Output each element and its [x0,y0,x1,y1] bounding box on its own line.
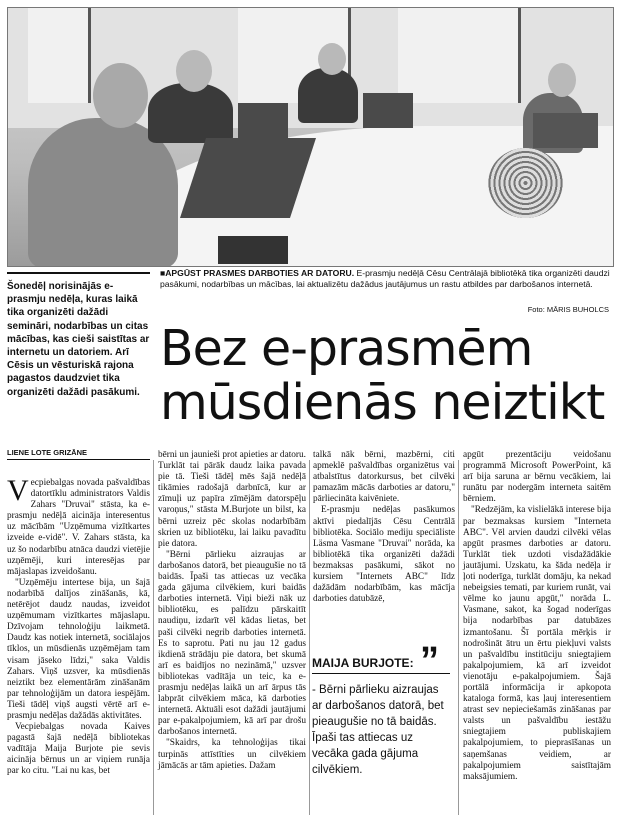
headline [160,322,610,430]
paragraph: "Redzējām, ka vislielākā interese bija par bezmaksas kursiem "Interneta ABC". Vēl arvien daudzi cilvēki vēlas apgūt prasmes darboties ar datoru. Turklāt tiek uzdoti visdažādākie jautājumi. Uzskatu, ka šāda nedēļa ir ļoti noderīga, turklāt domāju, ka nekad nebeigsies temati, par kuriem runāt, vai vēlme ko jaunu apgūt," norāda L. Vasmane, sakot, ka šogad noderīgas bija nodarbības par datubāzes izmantošanu. Šī portāla mērķis ir nodrošināt ātru un ērtu piekļuvi valsts un pašvaldību institūciju sniegtajiem pakalpojumiem, kā arī izveidot vienotāju e-pakalpojumiem. Šajā portālā informācija ir apkopota kataloga formā, kas ļauj interesentiem atrast sev nepieciešamās zināšanas par valsts un pašvaldību iestāžu sniegtajiem publiskajiem pakalpojumiem, to pieprasīšanas un saņemšanas veidiem, ar pakalpojumiem saistītajām maksājumiem. [463,505,611,782]
photo-person-head [93,63,148,128]
headline-line-1: Bez e-prasmēm [160,320,533,377]
quote-text: - Bērni pārlieku aizraujas ar darbošanos datorā, bet pieaugušie no tā baidās. Īpaši tas attiecas uz vecāka gada gājuma cilvēkiem. [312,684,444,776]
photo-person-head [318,43,346,75]
paragraph: Vecpiebalgas novada Kaives pagastā šajā nedēļā bibliotekas vadītāja Maija Burjote pie sevis aicināja bērnus un ar viņiem runāja par ko citu. "Lai nu kas, bet [7,722,150,777]
photo-plant [488,148,563,218]
paragraph: bērni un jaunieši prot apieties ar datoru. Turklāt tai pārāk daudz laika pavada pie tā. Tieši tādēļ mēs šajā nedēļā tikāmies radošajā darbnīcā, kur ar zīmuļi uz papīra zīmējām datorspēļu varoņus," stāsta M.Burjote un bilst, ka bērni uzreiz pēc skolas nodarbībām skrien uz bibliotēku, lai laiku pavadītu pie datora. [158,450,306,549]
photo-person-woman [298,68,358,123]
quote-author: MAIJA BURJOTE: [312,656,450,674]
article-column-3 [313,450,455,605]
photo-window [398,8,521,103]
photo-person-head [548,63,576,97]
pull-quote [312,640,450,778]
article-column-2 [158,450,306,772]
paragraph: E-prasmju nedēļas pasākumos aktīvi piedalījās Cēsu Centrālā bibliotēka. Sociālo mediju speciāliste Läsma Vasmane "Druvai" norāda, ka bibliotēkā tika organizēti dažādi bezmaksas pasākumi, sākot no kursiem "Internets ABC" līdz dažādām nodarbībām, kas mācīja darboties datubāzē, [313,505,455,605]
paragraph: "Bērni pārlieku aizraujas ar darbošanos datorā, bet pieaugušie no tā baidās. Īpaši tas attiecas uz vecāka gada gājuma cilvēkiem, kuri baidās darboties internetā. Viņi bieži nāk uz bibliotēku, es palīdzu pārskaitīt naudiņu, izdarīt vēl kādas lietas, bet paši cilvēki negrib darboties internetā. Es to saprotu. Pati nu jau 12 gadus ikdienā strādāju pie datora, bet skumā arī es baidījos no nezināmā," uzsver bibliotekas vadītāja un teic, ka e-prasmju nedēļas laikā un arī ārpus tās labprāt cilvēkiem māca, kā darboties internetā. Aktuāli esot dažādi jautājumi par e-pakalpojumiem, kā arī par drošu darbošanos internetā. [158,549,306,738]
article-column-4 [463,450,611,783]
photo-folder [218,236,288,264]
photo-window [28,8,91,103]
caption-text: E-prasmju nedēļā Cēsu Centrālajā bibliotēkā tika organizēti daudzi pasākumi, nodarbības un mācības, lai aktualizētu dažādus jautājumus un rastu atbildes par darbošanos internetā. [160,268,610,289]
column-divider [458,460,459,815]
paragraph: talkā nāk bērni, mazbērni, citi apmeklē pašvaldības organizētus vai atbalstītus datorkursus, bet cilvēki pamazām mācās darboties ar datoru," pārliecināta kaivēniete. [313,450,455,505]
paragraph: "Skaidrs, ka tehnoloģijas tikai turpinās attīstīties un cilvēkiem jāmācās ar tām apieties. Dažam [158,738,306,771]
headline-line-2: mūsdienās neiztikt [160,374,605,431]
paragraph: "Uzņēmēju intertese bija, un šajā nodarbībā dalījos zināšanās, kā, netērējot daudz naudas, izveidot uzņēmumam vizītkartes mājaslapu. Dzīvojam tehnoloģiju laikmetā. Daudz kas notiek internetā, sociālajos tīklos, un mūsdienās uzņēmējam tam visam jāseko līdzi," saka Valdis Zahars. Viņš uzsver, ka mūsdienās neiztikt bez elementārām zināšanām par tehnoloģijām un datora iespējām. Tieši tādēļ viņš augsti vērtē arī e-prasmju nedēļas dažādās aktivitātes. [7,577,150,721]
photo-laptop [363,93,413,128]
paragraph: ecpiebalgas novada pašvaldības datortīklu administrators Valdis Zahars "Druvai" stāsta, ka e-prasmju nedēļā aicināja interesentus uz mācībām "Uzņēmuma vizītkartes izveide e-vidē". V. Zahars stāsta, ka uz šo nodarbību atnāca daudzi vietējie uzņēmēji, kuri interesējas par mājaslapas izveidošanu. [7,478,150,577]
caption-title: APGŪST PRASMES DARBOTIES AR DATORU. [165,268,355,278]
drop-cap: V [7,474,29,507]
photo-laptop [238,103,288,143]
column-divider [309,460,310,815]
byline: LIENE LOTE GRIZĀNE [7,448,150,460]
article-column-1 [7,474,150,778]
photo-person-head [176,50,212,92]
photo-laptop [533,113,598,148]
lead-paragraph: Šonedēļ norisinājās e-prasmju nedēļa, kuras laikā tika organizēti dažādi semināri, nodarbības un citas mācības, kas cieši saistītas ar internetu un datoriem. Arī Cēsis un vēsturiskā rajona pagastos daudzviet tika organizēti dažādi pasākumi. [7,272,150,399]
column-divider [153,460,154,815]
photo-caption: ■APGŪST PRASMES DARBOTIES AR DATORU. E-prasmju nedēļā Cēsu Centrālajā bibliotēkā tika organizēti daudzi pasākumi, nodarbības un mācības, lai aktualizētu dažādus jautājumus un rastu atbildes par darbošanos internetā. [160,268,610,289]
photo-credit: Foto: MĀRIS BUHOLCS [527,305,609,314]
quote-mark-icon: ” [420,640,439,682]
photo-person-woman [148,83,233,143]
article-photo [7,7,614,267]
paragraph: apgūt prezentāciju veidošanu programmā Microsoft PowerPoint, kā arī bija saruna ar bērnu vecākiem, lai runātu par nodergām interneta saitēm bērniem. [463,450,611,505]
